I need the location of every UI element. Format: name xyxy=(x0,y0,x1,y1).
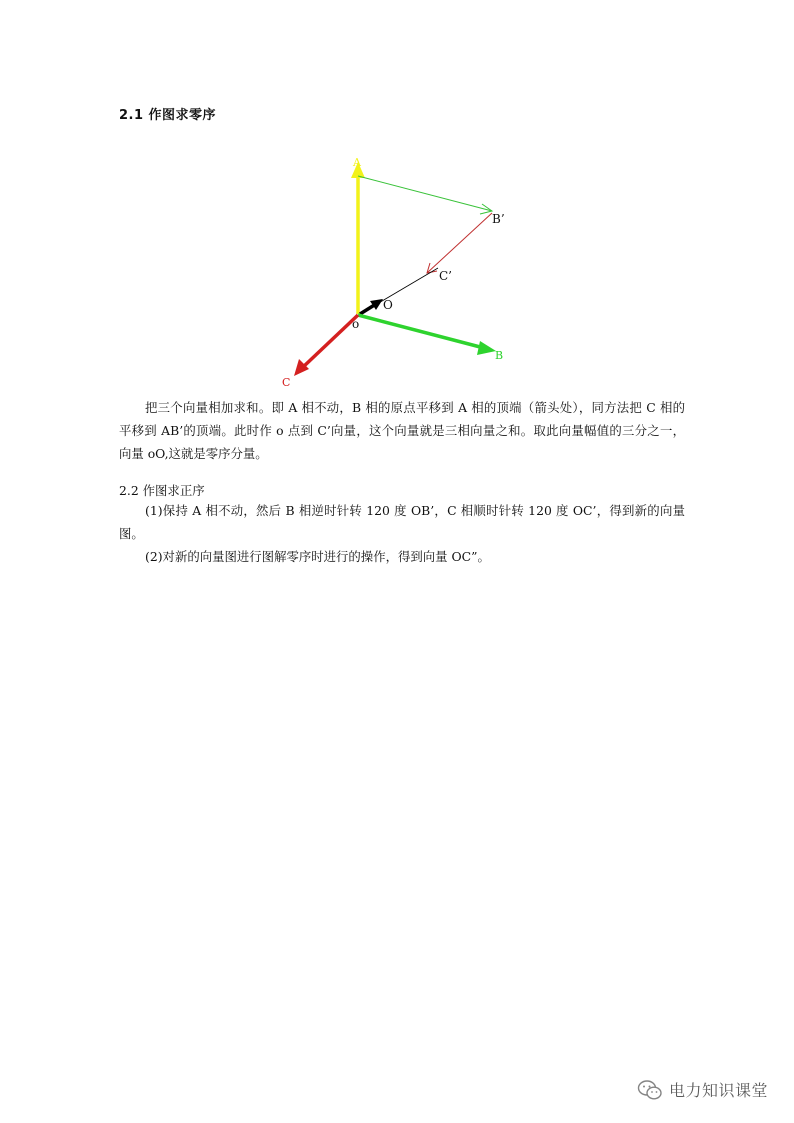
b-phase-arrowhead xyxy=(477,341,496,355)
paragraph-step-2: (2)对新的向量图进行图解零序时进行的操作，得到向量 OC”。 xyxy=(145,549,490,564)
watermark xyxy=(637,1078,768,1101)
label-b: B xyxy=(495,349,504,362)
c-phase-vector xyxy=(302,315,358,368)
paragraph-vector-sum: 把三个向量相加求和。即 A 相不动，B 相的原点平移到 A 相的顶端（箭头处），同方法把 C 相的平移到 AB’的顶端。此时作 o 点到 C’向量，这个向量就是三相向量之和。取此向量幅值的三分之一，向量 oO,这就是零序分量。 xyxy=(119,400,685,461)
watermark-text: 电力知识课堂 xyxy=(668,1081,768,1100)
label-a-top: A xyxy=(353,156,361,169)
vector-diagram xyxy=(270,150,530,395)
section-heading-2-2: 2.2 作图求正序 xyxy=(119,483,205,498)
translated-b-vector xyxy=(358,176,492,211)
translated-c-vector xyxy=(427,213,492,273)
paragraph-step-1: (1)保持 A 相不动，然后 B 相逆时针转 120 度 OB’，C 相顺时针转 120 度 OC’，得到新的向量图。 xyxy=(119,503,685,541)
label-b-prime: B’ xyxy=(492,212,505,226)
section-heading-2-1: 2.1 作图求零序 xyxy=(119,108,217,123)
wechat-icon xyxy=(637,1079,663,1101)
label-c: C xyxy=(282,376,291,389)
label-o-small: o xyxy=(352,317,360,331)
label-c-prime: C’ xyxy=(439,269,452,283)
b-phase-vector xyxy=(358,315,484,348)
label-o-capital: O xyxy=(383,298,393,312)
